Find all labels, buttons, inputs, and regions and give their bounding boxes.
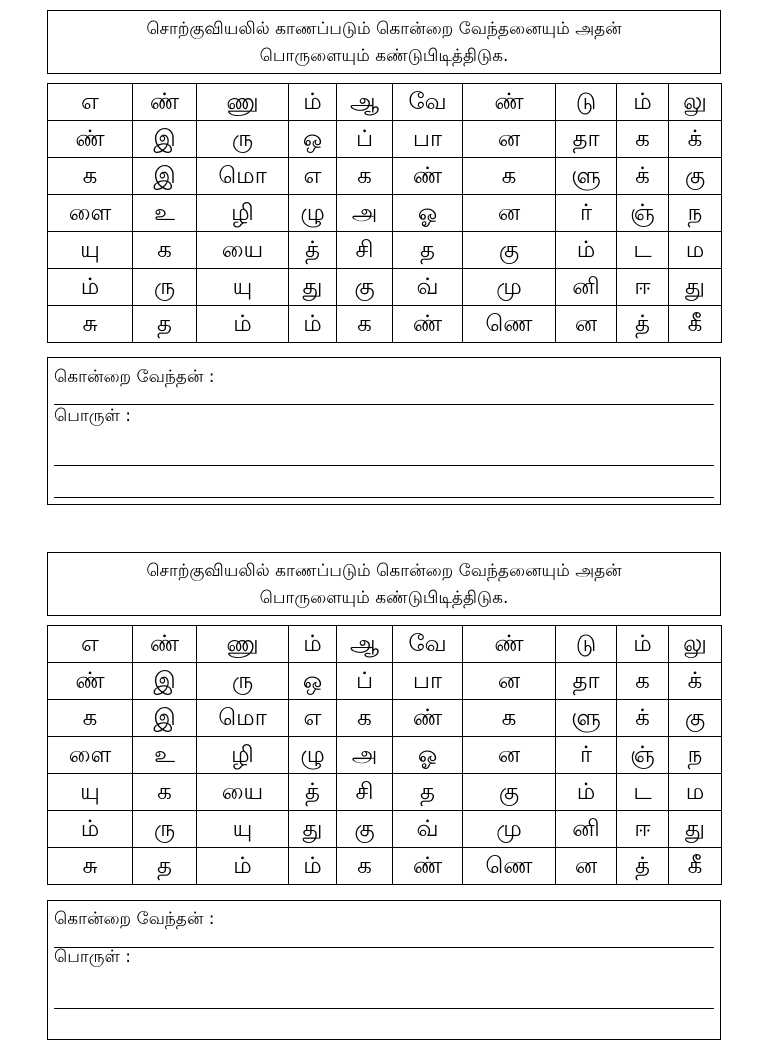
- grid-cell[interactable]: வ்: [393, 811, 463, 848]
- grid-cell[interactable]: ப்: [337, 663, 393, 700]
- grid-cell[interactable]: எ: [289, 700, 337, 737]
- grid-cell[interactable]: தா: [556, 663, 617, 700]
- grid-cell[interactable]: ம்: [48, 811, 133, 848]
- grid-cell[interactable]: ஆ: [337, 626, 393, 663]
- grid-cell[interactable]: ன: [463, 737, 556, 774]
- grid-cell[interactable]: ம: [669, 774, 722, 811]
- meaning-answer-line-2[interactable]: [54, 497, 714, 498]
- instruction-line-2: பொருளையும் கண்டுபிடித்திடுக.: [259, 588, 509, 608]
- grid-cell[interactable]: ஈ: [617, 811, 669, 848]
- grid-cell[interactable]: ட: [617, 774, 669, 811]
- grid-row: [48, 195, 722, 232]
- meaning-answer-line-1[interactable]: [54, 1008, 714, 1009]
- grid-cell[interactable]: க்: [669, 121, 722, 158]
- grid-cell[interactable]: க: [133, 232, 197, 269]
- grid-cell[interactable]: த்: [617, 848, 669, 885]
- grid-cell[interactable]: ர்: [556, 737, 617, 774]
- grid-cell[interactable]: ம: [669, 232, 722, 269]
- grid-cell[interactable]: ழி: [197, 737, 289, 774]
- grid-cell[interactable]: து: [289, 269, 337, 306]
- grid-cell[interactable]: னி: [556, 269, 617, 306]
- grid-cell[interactable]: கு: [669, 700, 722, 737]
- meaning-label: பொருள் :: [54, 947, 131, 967]
- grid-cell[interactable]: ட: [617, 232, 669, 269]
- grid-row: [48, 663, 722, 700]
- grid-cell[interactable]: ந: [669, 737, 722, 774]
- grid-cell[interactable]: ணெ: [463, 848, 556, 885]
- grid-cell[interactable]: ம்: [289, 84, 337, 121]
- grid-cell[interactable]: இ: [133, 700, 197, 737]
- grid-cell[interactable]: ஆ: [337, 84, 393, 121]
- grid-cell[interactable]: ழி: [197, 195, 289, 232]
- grid-cell[interactable]: ணு: [197, 84, 289, 121]
- grid-cell[interactable]: ரு: [197, 663, 289, 700]
- grid-cell[interactable]: ம்: [289, 626, 337, 663]
- grid-cell[interactable]: ம்: [197, 306, 289, 343]
- answer-box: [47, 900, 721, 1040]
- grid-cell[interactable]: லு: [669, 84, 722, 121]
- grid-cell[interactable]: ண்: [48, 663, 133, 700]
- grid-cell[interactable]: ம்: [556, 232, 617, 269]
- grid-cell[interactable]: க: [48, 700, 133, 737]
- grid-cell[interactable]: ஞ்: [617, 737, 669, 774]
- grid-cell[interactable]: யு: [197, 811, 289, 848]
- grid-cell[interactable]: து: [289, 811, 337, 848]
- answer-box: [47, 357, 721, 505]
- grid-cell[interactable]: த: [133, 306, 197, 343]
- grid-cell[interactable]: கு: [463, 774, 556, 811]
- instruction-line-1: சொற்குவியலில் காணப்படும் கொன்றை வேந்தனையும் அதன்: [146, 561, 622, 581]
- grid-cell[interactable]: இ: [133, 663, 197, 700]
- instruction-line-2: பொருளையும் கண்டுபிடித்திடுக.: [259, 46, 509, 66]
- grid-cell[interactable]: உ: [133, 737, 197, 774]
- verse-answer-line[interactable]: [54, 404, 714, 405]
- grid-cell[interactable]: ரு: [133, 269, 197, 306]
- verse-answer-line[interactable]: [54, 947, 714, 948]
- grid-cell[interactable]: ம்: [617, 626, 669, 663]
- grid-cell[interactable]: டு: [556, 626, 617, 663]
- grid-cell[interactable]: க்: [617, 700, 669, 737]
- grid-cell[interactable]: ரு: [197, 121, 289, 158]
- grid-cell[interactable]: ம்: [48, 269, 133, 306]
- grid-cell[interactable]: ழு: [289, 737, 337, 774]
- grid-cell[interactable]: ண்: [393, 700, 463, 737]
- grid-cell[interactable]: ஒ: [289, 121, 337, 158]
- grid-cell[interactable]: ன: [463, 195, 556, 232]
- grid-cell[interactable]: ம்: [617, 84, 669, 121]
- grid-cell[interactable]: கு: [463, 232, 556, 269]
- grid-row: [48, 306, 722, 343]
- grid-cell[interactable]: க: [617, 121, 669, 158]
- grid-cell[interactable]: ணெ: [463, 306, 556, 343]
- grid-cell[interactable]: மு: [463, 269, 556, 306]
- grid-cell[interactable]: தா: [556, 121, 617, 158]
- grid-cell[interactable]: ஓ: [393, 737, 463, 774]
- grid-row: [48, 84, 722, 121]
- grid-cell[interactable]: து: [669, 269, 722, 306]
- grid-cell[interactable]: ண்: [48, 121, 133, 158]
- grid-cell[interactable]: க: [337, 158, 393, 195]
- grid-cell[interactable]: எ: [48, 84, 133, 121]
- grid-cell[interactable]: வ்: [393, 269, 463, 306]
- grid-cell[interactable]: த: [393, 774, 463, 811]
- verse-label: கொன்றை வேந்தன் :: [54, 909, 215, 929]
- grid-cell[interactable]: சு: [48, 848, 133, 885]
- grid-cell[interactable]: ந: [669, 195, 722, 232]
- grid-cell[interactable]: னி: [556, 811, 617, 848]
- grid-row: [48, 269, 722, 306]
- grid-cell[interactable]: பா: [393, 663, 463, 700]
- grid-cell[interactable]: க்: [617, 158, 669, 195]
- grid-cell[interactable]: ன: [556, 848, 617, 885]
- grid-cell[interactable]: த்: [289, 232, 337, 269]
- grid-cell[interactable]: யு: [197, 269, 289, 306]
- grid-cell[interactable]: ப்: [337, 121, 393, 158]
- grid-cell[interactable]: க்: [669, 663, 722, 700]
- grid-cell[interactable]: மு: [463, 811, 556, 848]
- grid-cell[interactable]: கு: [337, 269, 393, 306]
- grid-cell[interactable]: சி: [337, 232, 393, 269]
- grid-cell[interactable]: எ: [289, 158, 337, 195]
- grid-cell[interactable]: ண்: [393, 848, 463, 885]
- grid-cell[interactable]: டு: [556, 84, 617, 121]
- grid-cell[interactable]: து: [669, 811, 722, 848]
- instruction-box: [47, 552, 721, 616]
- grid-row: [48, 232, 722, 269]
- grid-row: [48, 158, 722, 195]
- grid-cell[interactable]: ண்: [393, 158, 463, 195]
- grid-cell[interactable]: க: [463, 700, 556, 737]
- word-search-grid: [47, 83, 722, 343]
- meaning-answer-line-1[interactable]: [54, 465, 714, 466]
- grid-cell[interactable]: ம்: [556, 774, 617, 811]
- grid-cell[interactable]: மொ: [197, 700, 289, 737]
- grid-row: [48, 626, 722, 663]
- grid-cell[interactable]: க: [48, 158, 133, 195]
- grid-cell[interactable]: கு: [669, 158, 722, 195]
- grid-row: [48, 737, 722, 774]
- grid-row: [48, 700, 722, 737]
- grid-cell[interactable]: ம்: [197, 848, 289, 885]
- grid-cell[interactable]: ஓ: [393, 195, 463, 232]
- grid-cell[interactable]: அ: [337, 737, 393, 774]
- grid-cell[interactable]: வே: [393, 626, 463, 663]
- grid-cell[interactable]: ன: [556, 306, 617, 343]
- grid-cell[interactable]: ண்: [133, 626, 197, 663]
- grid-cell[interactable]: க: [617, 663, 669, 700]
- verse-label: கொன்றை வேந்தன் :: [54, 367, 215, 387]
- grid-row: [48, 848, 722, 885]
- grid-cell[interactable]: ம்: [289, 306, 337, 343]
- grid-cell[interactable]: க: [133, 774, 197, 811]
- grid-cell[interactable]: ண்: [463, 626, 556, 663]
- instruction-line-1: சொற்குவியலில் காணப்படும் கொன்றை வேந்தனையும் அதன்: [146, 19, 622, 39]
- grid-cell[interactable]: ஒ: [289, 663, 337, 700]
- grid-row: [48, 811, 722, 848]
- grid-cell[interactable]: சு: [48, 306, 133, 343]
- grid-cell[interactable]: இ: [133, 121, 197, 158]
- grid-cell[interactable]: பா: [393, 121, 463, 158]
- grid-cell[interactable]: கீ: [669, 848, 722, 885]
- grid-cell[interactable]: க: [337, 306, 393, 343]
- grid-cell[interactable]: அ: [337, 195, 393, 232]
- grid-cell[interactable]: ணு: [197, 626, 289, 663]
- grid-cell[interactable]: லு: [669, 626, 722, 663]
- grid-cell[interactable]: ழு: [289, 195, 337, 232]
- grid-cell[interactable]: ஞ்: [617, 195, 669, 232]
- grid-cell[interactable]: த்: [617, 306, 669, 343]
- grid-cell[interactable]: யை: [197, 232, 289, 269]
- grid-cell[interactable]: க: [463, 158, 556, 195]
- grid-cell[interactable]: த: [393, 232, 463, 269]
- grid-cell[interactable]: யு: [48, 232, 133, 269]
- grid-cell[interactable]: யை: [197, 774, 289, 811]
- grid-cell[interactable]: ண்: [133, 84, 197, 121]
- grid-cell[interactable]: எ: [48, 626, 133, 663]
- grid-row: [48, 774, 722, 811]
- grid-cell[interactable]: உ: [133, 195, 197, 232]
- grid-cell[interactable]: ன: [463, 121, 556, 158]
- grid-cell[interactable]: ளு: [556, 158, 617, 195]
- grid-cell[interactable]: ன: [463, 663, 556, 700]
- instruction-box: [47, 10, 721, 74]
- grid-cell[interactable]: ளை: [48, 195, 133, 232]
- grid-cell[interactable]: ர்: [556, 195, 617, 232]
- grid-cell[interactable]: த்: [289, 774, 337, 811]
- grid-cell[interactable]: க: [337, 848, 393, 885]
- grid-cell[interactable]: ம்: [289, 848, 337, 885]
- grid-cell[interactable]: ஈ: [617, 269, 669, 306]
- grid-cell[interactable]: த: [133, 848, 197, 885]
- grid-cell[interactable]: யு: [48, 774, 133, 811]
- grid-cell[interactable]: க: [337, 700, 393, 737]
- grid-cell[interactable]: மொ: [197, 158, 289, 195]
- grid-cell[interactable]: இ: [133, 158, 197, 195]
- grid-cell[interactable]: ண்: [393, 306, 463, 343]
- grid-cell[interactable]: கு: [337, 811, 393, 848]
- grid-cell[interactable]: ளு: [556, 700, 617, 737]
- grid-cell[interactable]: கீ: [669, 306, 722, 343]
- grid-cell[interactable]: ண்: [463, 84, 556, 121]
- grid-cell[interactable]: சி: [337, 774, 393, 811]
- grid-cell[interactable]: ரு: [133, 811, 197, 848]
- grid-cell[interactable]: வே: [393, 84, 463, 121]
- meaning-label: பொருள் :: [54, 406, 131, 426]
- grid-row: [48, 121, 722, 158]
- word-search-grid: [47, 625, 722, 885]
- grid-cell[interactable]: ளை: [48, 737, 133, 774]
